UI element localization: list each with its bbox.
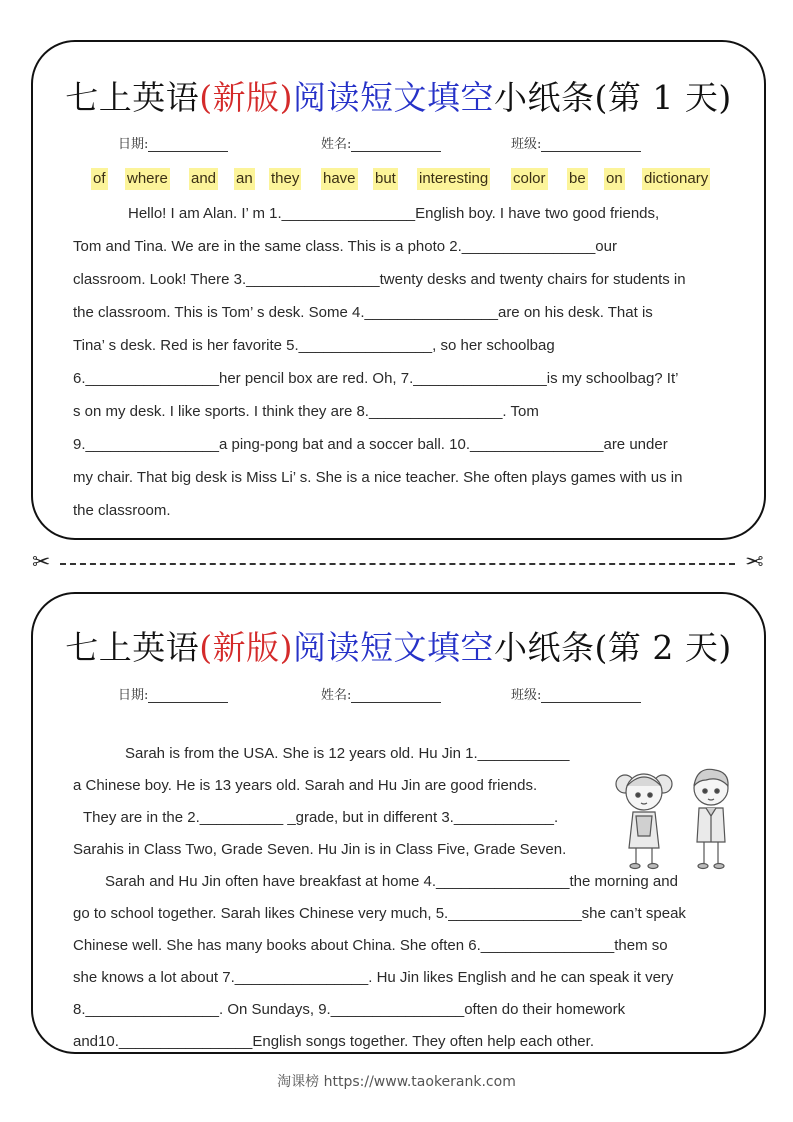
passage-line: Chinese well. She has many books about China. She often 6.________________them so <box>73 937 668 954</box>
boy-figure <box>694 769 728 868</box>
passage-line: s on my desk. I like sports. I think they are 8.________________. Tom <box>73 403 539 420</box>
class-blank[interactable] <box>541 690 641 703</box>
date-label: 日期: <box>118 137 149 152</box>
class-label: 班级: <box>511 137 542 152</box>
word-bank-item: color <box>511 168 548 190</box>
name-blank[interactable] <box>351 690 441 703</box>
name-label: 姓名: <box>321 688 352 703</box>
date-label: 日期: <box>118 688 149 703</box>
passage-line: Sarah is from the USA. She is 12 years old. Hu Jin 1.___________ <box>125 745 570 762</box>
word-bank-item: and <box>189 168 218 190</box>
word-bank-item: on <box>604 168 625 190</box>
word-bank-item: interesting <box>417 168 490 190</box>
passage-line: she knows a lot about 7.________________. Hu Jin likes English and he can speak it very <box>73 969 674 986</box>
word-bank-item: where <box>125 168 170 190</box>
scissors-icon: ✂ <box>744 550 763 575</box>
girl-figure <box>616 774 672 869</box>
passage-line: go to school together. Sarah likes Chinese very much, 5.________________she can’t speak <box>73 905 686 922</box>
passage-line: 9.________________a ping-pong bat and a soccer ball. 10.________________are under <box>73 436 668 453</box>
class-blank[interactable] <box>541 139 641 152</box>
class-field <box>511 684 641 703</box>
passage-line: a Chinese boy. He is 13 years old. Sarah and Hu Jin are good friends. <box>73 777 538 794</box>
class-field <box>511 133 641 152</box>
card-title: 七上英语(新版)阅读短文填空小纸条(第 1 天) <box>65 78 732 117</box>
kids-illustration <box>611 762 743 874</box>
name-field <box>321 684 441 703</box>
word-bank-item: have <box>321 168 358 190</box>
passage-line: They are in the 2.__________ _grade, but in different 3.____________. <box>83 809 559 826</box>
passage-line: Sarahis in Class Two, Grade Seven. Hu Jin is in Class Five, Grade Seven. <box>73 841 567 858</box>
passage-line: my chair. That big desk is Miss Li’ s. She is a nice teacher. She often plays games with us in <box>73 469 683 486</box>
word-bank-item: an <box>234 168 255 190</box>
passage-line: Tina’ s desk. Red is her favorite 5.________________, so her schoolbag <box>73 337 555 354</box>
passage-line: the classroom. <box>73 502 171 519</box>
footer-watermark: 淘课榜 https://www.taokerank.com <box>277 1074 516 1090</box>
passage-line: Tom and Tina. We are in the same class. This is a photo 2.________________our <box>73 238 617 255</box>
class-label: 班级: <box>511 688 542 703</box>
scissors-icon: ✂ <box>32 550 51 575</box>
word-bank-item: be <box>567 168 588 190</box>
name-blank[interactable] <box>351 139 441 152</box>
dashed-divider <box>60 563 735 565</box>
word-bank-item: they <box>269 168 301 190</box>
passage-line: 6.________________her pencil box are red. Oh, 7.________________is my schoolbag? It’ <box>73 370 679 387</box>
date-blank[interactable] <box>148 139 228 152</box>
passage-line: classroom. Look! There 3.________________twenty desks and twenty chairs for students in <box>73 271 686 288</box>
worksheet-card-day-1 <box>31 40 766 540</box>
passage-line: the classroom. This is Tom’ s desk. Some 4.________________are on his desk. That is <box>73 304 653 321</box>
passage-line: Hello! I am Alan. I’ m 1.________________English boy. I have two good friends, <box>128 205 660 222</box>
word-bank-item: of <box>91 168 108 190</box>
card-title: 七上英语(新版)阅读短文填空小纸条(第 2 天) <box>65 628 732 667</box>
passage-line: Sarah and Hu Jin often have breakfast at home 4.________________the morning and <box>105 873 678 890</box>
word-bank-item: but <box>373 168 398 190</box>
date-field <box>118 684 228 703</box>
word-bank-item: dictionary <box>642 168 710 190</box>
word-bank <box>33 168 764 192</box>
name-field <box>321 133 441 152</box>
cut-line <box>30 552 765 576</box>
date-blank[interactable] <box>148 690 228 703</box>
worksheet-card-day-2 <box>31 592 766 1054</box>
name-label: 姓名: <box>321 137 352 152</box>
passage-line: and10.________________English songs together. They often help each other. <box>73 1033 594 1050</box>
passage-line: 8.________________. On Sundays, 9.________________often do their homework <box>73 1001 626 1018</box>
date-field <box>118 133 228 152</box>
